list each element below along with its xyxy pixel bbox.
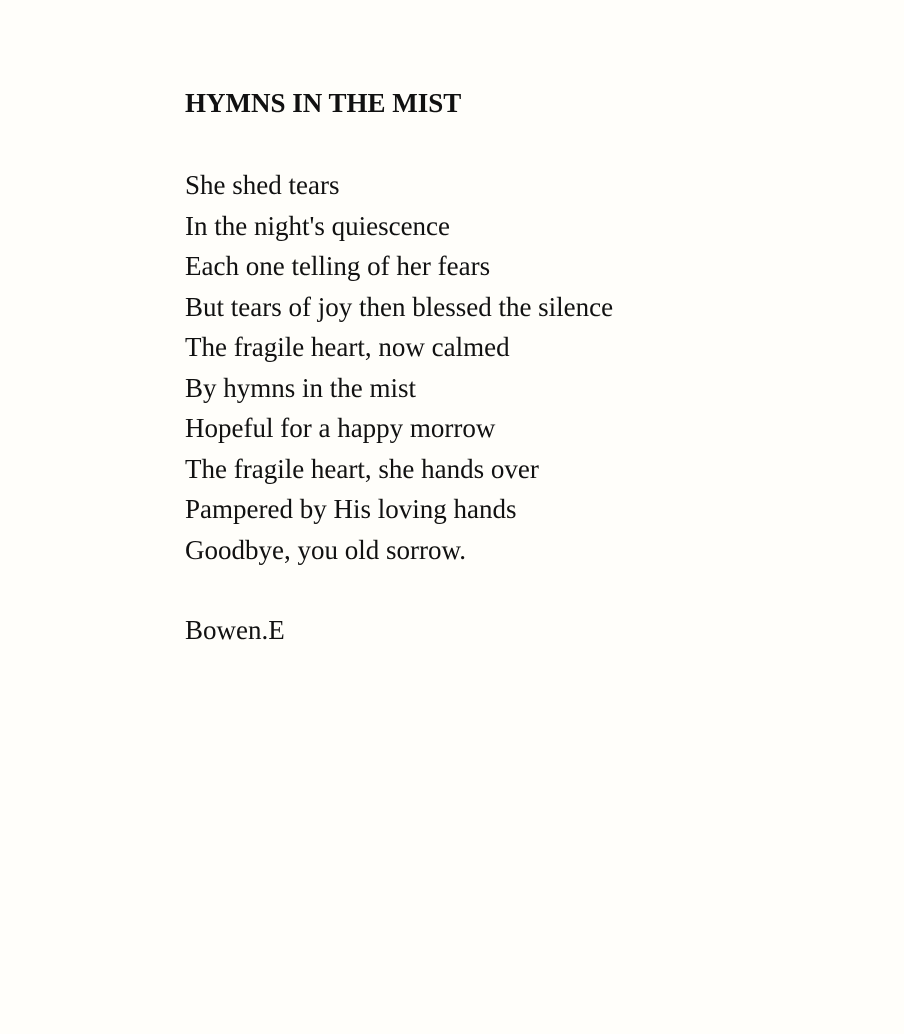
poem-line: Pampered by His loving hands — [185, 494, 517, 524]
poem-line: Each one telling of her fears — [185, 251, 491, 281]
poem-line: The fragile heart, she hands over — [185, 453, 539, 484]
poem-title: HYMNS IN THE MIST — [185, 88, 462, 118]
poem-author: Bowen.E — [185, 615, 285, 645]
poem-line: She shed tears — [185, 170, 340, 200]
poem-stanza — [185, 165, 613, 570]
poem-line: The fragile heart, now calmed — [185, 332, 510, 362]
poem-line: By hymns in the mist — [185, 372, 417, 403]
poem-line: Hopeful for a happy morrow — [185, 413, 496, 443]
poem-line: In the night's quiescence — [185, 210, 451, 241]
poem-line: But tears of joy then blessed the silence — [185, 291, 614, 322]
poem-line: Goodbye, you old sorrow. — [185, 534, 466, 565]
